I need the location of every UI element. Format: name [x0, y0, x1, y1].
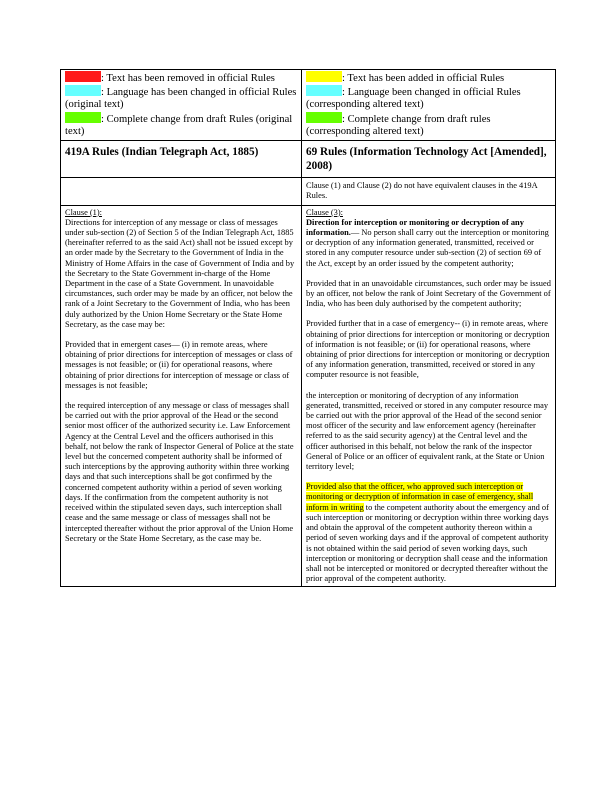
green-swatch	[65, 112, 101, 123]
clause-left	[61, 205, 302, 587]
left-paragraph-3: the required interception of any message or class of messages shall be carried out with the prior approval of the Head or the second senior most officer of the authorized security i.e. Law Enforcement Agency at the Central Level and the officers authorised in this behalf, not below the rank of Inspector General of Police at the state level but the concerned competent authority shall be informed of such interceptions by the approving authority within three working days and that such interceptions shall be got confirmed by the concerned competent authority within a period of seven working days. If the confirmation from the competent authority is not received within the stipulated seven days, such interception shall cease and the same message or class of messages shall not be intercepted thereafter without the prior approval of the Union Home Secretary or the State Home Secretary, as the case may be.	[65, 401, 294, 543]
header-right: 69 Rules (Information Technology Act [Amended], 2008)	[302, 141, 556, 178]
clause-right	[302, 205, 556, 587]
note-left-empty	[61, 178, 302, 205]
legend-item-complete-change: : Complete change from draft Rules (original text)	[65, 113, 293, 137]
cyan-swatch	[306, 85, 342, 96]
red-swatch	[65, 71, 101, 82]
legend-item-language-altered: : Language been changed in official Rules (corresponding altered text)	[306, 87, 521, 111]
added-text-highlight: Provided also that the officer, who approved such interception or monitoring or decryption of information in case of emergency, shall inform in writing	[306, 482, 534, 512]
comparison-table	[60, 69, 556, 587]
legend-item-complete-change-altered: : Complete change from draft rules (corresponding altered text)	[306, 113, 491, 137]
right-paragraph-5: Provided also that the officer, who approved such interception or monitoring or decryption of information in case of emergency, shall inform in writing to the competent authority about the emergency and of such interception or monitoring or decryption within three working days and obtain the approval of the competent authority thereon within a period of seven working days and if the approval of competent authority is not obtained within the said period of seven working days, such interception or monitoring or decryption shall cease and the information shall not be intercepted or monitored or decrypted thereafter without the prior approval of the competent authority.	[306, 482, 549, 584]
clause-row	[61, 205, 556, 587]
clause-label-left: Clause (1):	[65, 207, 102, 217]
right-paragraph-4: the interception or monitoring of decryption of any information generated, transmitted, received or stored in any computer resource may be carried out with the prior approval of the Head of the second senior most officer of the security and law enforcement agency (hereinafter referred to as the said security agency) at the Central level and the officer authorised in this behalf, not below the rank of the inspector General of Police or an officer of equivalent rank, at the State or Union territory level;	[306, 390, 549, 472]
header-left: 419A Rules (Indian Telegraph Act, 1885)	[61, 141, 302, 178]
header-row	[61, 141, 556, 178]
right-paragraph-1: Direction for interception or monitoring or decryption of any information.— No person shall carry out the interception or monitoring or decryption of any information generated, transmitted, received or stored in any computer resource under sub-section (2) of section 69 of the Act, except by an order issued by the competent authority;	[306, 217, 549, 268]
note-row	[61, 178, 556, 205]
right-paragraph-2: Provided that in an unavoidable circumstances, such order may be issued by an officer, not below the rank of Joint Secretary of the Government of India, who has been duly authorised by the competent authority;	[306, 278, 551, 309]
legend-item-added: : Text has been added in official Rules	[306, 71, 551, 85]
legend-right	[302, 70, 556, 141]
cyan-swatch	[65, 85, 101, 96]
note-right: Clause (1) and Clause (2) do not have equivalent clauses in the 419A Rules.	[302, 178, 556, 205]
left-paragraph-1: Directions for interception of any message or class of messages under sub-section (2) of Section 5 of the Indian Telegraph Act, 1885 (hereinafter referred to as the said Act) shall not be issued except by an order made by the Secretary to the Government of India in the Ministry of Home Affairs in the case of Government of India and by the Secretary to the State Government in-charge of the Home Department in the case of a State Government. In unavoidable circumstances, such order may be made by an officer, not below the rank of a Joint Secretary to the Government of India, who has been duly authorized by the Union Home Secretary or the State Home Secretary, as the case may be:	[65, 217, 295, 329]
yellow-swatch	[306, 71, 342, 82]
legend-item-removed: : Text has been removed in official Rules	[65, 71, 297, 85]
legend-row	[61, 70, 556, 141]
left-paragraph-2: Provided that in emergent cases— (i) in remote areas, where obtaining of prior directions for interception of messages or class of messages is not feasible; or (ii) for operational reasons, where obtaining of prior directions for interception of message or class of messages is not feasible;	[65, 340, 293, 390]
right-paragraph-3: Provided further that in a case of emergency-- (i) in remote areas, where obtaining of prior directions for interception or monitoring or decryption of information is not feasible; or (ii) for operational reasons, where obtaining of prior directions for interception or monitoring or decryption of any information generation, transmitted, received or stored in any computer resource is not feasible,	[306, 319, 550, 380]
legend-item-language-changed: : Language has been changed in official Rules (original text)	[65, 87, 297, 111]
clause-label-right: Clause (3):	[306, 207, 343, 217]
green-swatch	[306, 112, 342, 123]
clause-title: Direction for interception or monitoring or decryption of any information.	[306, 217, 524, 238]
legend-left	[61, 70, 302, 141]
